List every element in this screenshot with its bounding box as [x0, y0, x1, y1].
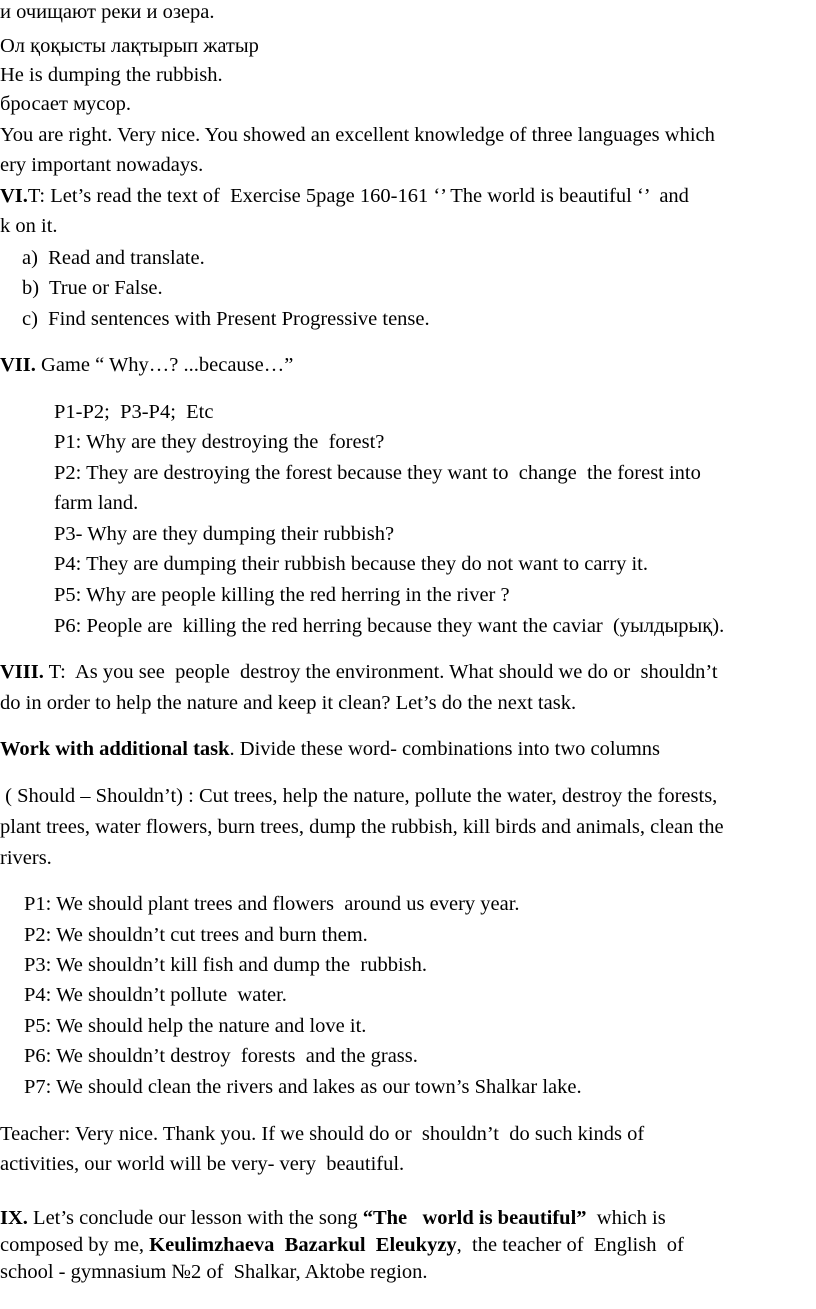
text-line: Teacher: Very nice. Thank you. If we should do or shouldn’t do such kinds of [0, 1123, 645, 1145]
section-text: T: As you see people destroy the environment. What should we do or shouldn’t [43, 661, 718, 683]
list-item: a) Read and translate. [22, 247, 205, 269]
text-line: rivers. [0, 847, 52, 869]
section-text: which is [586, 1207, 666, 1229]
text-line: и очищают реки и озера. [0, 1, 215, 23]
author-name: Keulimzhaeva Bazarkul Eleukyzy [149, 1234, 457, 1256]
section-heading-ix [0, 1203, 666, 1233]
answer-line: P1: We should plant trees and flowers around us every year. [24, 893, 520, 915]
section-heading-viii [0, 657, 718, 687]
dialogue-line: P3- Why are they dumping their rubbish? [54, 523, 395, 545]
section-number: VI. [0, 185, 28, 207]
section-text: T: Let’s read the text of Exercise 5page 160-161 ‘’ The world is beautiful ‘’ and [27, 185, 689, 207]
text-line: Ол қоқысты лақтырып жатыр [0, 35, 259, 57]
dialogue-line: P6: People are killing the red herring because they want the caviar (уылдырық). [54, 615, 725, 637]
text-line: He is dumping the rubbish. [0, 64, 223, 86]
text-line: ( Should – Shouldn’t) : Cut trees, help the nature, pollute the water, destroy the forests, [0, 785, 718, 807]
answer-line: P5: We should help the nature and love it. [24, 1015, 367, 1037]
text-line: You are right. Very nice. You showed an excellent knowledge of three languages which [0, 124, 715, 146]
text-line: school - gymnasium №2 of Shalkar, Aktobe region. [0, 1261, 428, 1283]
answer-line: P6: We shouldn’t destroy forests and the grass. [24, 1045, 418, 1067]
section-heading-vii [0, 350, 293, 380]
answer-line: P4: We shouldn’t pollute water. [24, 984, 287, 1006]
section-number: VIII. [0, 661, 44, 683]
list-item: c) Find sentences with Present Progressive tense. [22, 308, 430, 330]
dialogue-line: P1: Why are they destroying the forest? [54, 431, 385, 453]
section-heading-vi [0, 181, 689, 211]
answer-line: P2: We shouldn’t cut trees and burn them. [24, 924, 368, 946]
song-title: “The world is beautiful” [362, 1207, 587, 1229]
text-line: бросает мусор. [0, 93, 132, 115]
text-line: activities, our world will be very- very beautiful. [0, 1153, 405, 1175]
task-title: Work with additional task [0, 738, 230, 760]
section-text: Game “ Why…? ...because…” [35, 354, 294, 376]
dialogue-line: P5: Why are people killing the red herring in the river ? [54, 584, 510, 606]
answer-line: P3: We shouldn’t kill fish and dump the rubbish. [24, 954, 428, 976]
dialogue-line: P2: They are destroying the forest because they want to change the forest into [54, 462, 701, 484]
text-fragment: , the teacher of English of [456, 1234, 684, 1256]
text-line: do in order to help the nature and keep it clean? Let’s do the next task. [0, 692, 577, 714]
dialogue-line: P4: They are dumping their rubbish because they do not want to carry it. [54, 553, 648, 575]
answer-line: P7: We should clean the rivers and lakes as our town’s Shalkar lake. [24, 1076, 582, 1098]
text-line: k on it. [0, 215, 58, 237]
dialogue-line: P1-P2; P3-P4; Etc [54, 401, 214, 423]
section-text: Let’s conclude our lesson with the song [27, 1207, 363, 1229]
list-item: b) True or False. [22, 277, 163, 299]
text-line: plant trees, water flowers, burn trees, dump the rubbish, kill birds and animals, clean the [0, 816, 724, 838]
text-line [0, 1230, 684, 1260]
text-line: ery important nowadays. [0, 154, 204, 176]
task-text: . Divide these word- combinations into two columns [229, 738, 660, 760]
text-fragment: composed by me, [0, 1234, 150, 1256]
dialogue-line: farm land. [54, 492, 139, 514]
section-number: VII. [0, 354, 36, 376]
section-number: IX. [0, 1207, 28, 1229]
task-heading [0, 734, 660, 764]
